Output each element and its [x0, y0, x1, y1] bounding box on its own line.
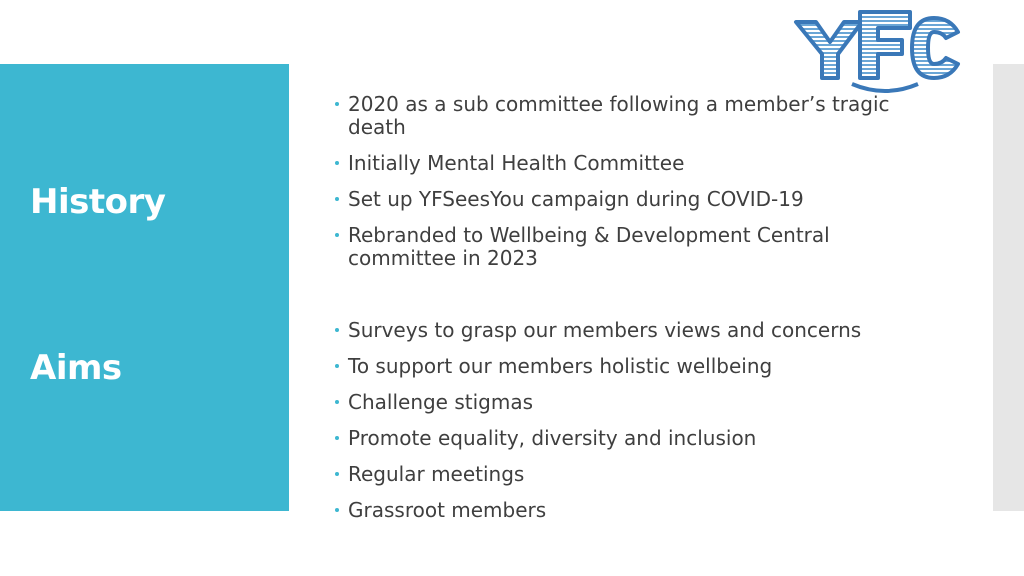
list-item — [332, 224, 942, 270]
bullet-icon — [335, 472, 339, 476]
bullet-icon — [335, 102, 339, 106]
bullet-icon — [335, 161, 339, 165]
list-item — [332, 391, 942, 414]
bullet-text: Challenge stigmas — [348, 390, 534, 414]
bullet-icon — [335, 436, 339, 440]
history-bullet-list — [332, 93, 942, 283]
bullet-icon — [335, 233, 339, 237]
list-item — [332, 188, 942, 211]
right-decorative-strip — [993, 64, 1024, 511]
bullet-text: Promote equality, diversity and inclusion — [348, 426, 757, 450]
bullet-icon — [335, 328, 339, 332]
bullet-icon — [335, 364, 339, 368]
list-item — [332, 355, 942, 378]
list-item — [332, 319, 942, 342]
bullet-text: Rebranded to Wellbeing & Development Central committee in 2023 — [348, 223, 830, 270]
bullet-text: Surveys to grasp our members views and concerns — [348, 318, 862, 342]
bullet-text: 2020 as a sub committee following a member’s tragic death — [348, 92, 890, 139]
aims-bullet-list — [332, 319, 942, 535]
yfc-logo — [790, 4, 966, 96]
bullet-icon — [335, 197, 339, 201]
aims-heading: Aims — [30, 348, 122, 388]
history-heading: History — [30, 182, 166, 222]
bullet-text: Grassroot members — [348, 498, 547, 522]
list-item — [332, 463, 942, 486]
bullet-icon — [335, 508, 339, 512]
list-item — [332, 93, 942, 139]
bullet-text: Regular meetings — [348, 462, 525, 486]
left-title-panel — [0, 64, 289, 511]
list-item — [332, 427, 942, 450]
bullet-text: To support our members holistic wellbeing — [348, 354, 773, 378]
list-item — [332, 499, 942, 522]
list-item — [332, 152, 942, 175]
bullet-icon — [335, 400, 339, 404]
bullet-text: Set up YFSeesYou campaign during COVID-19 — [348, 187, 804, 211]
bullet-text: Initially Mental Health Committee — [348, 151, 685, 175]
